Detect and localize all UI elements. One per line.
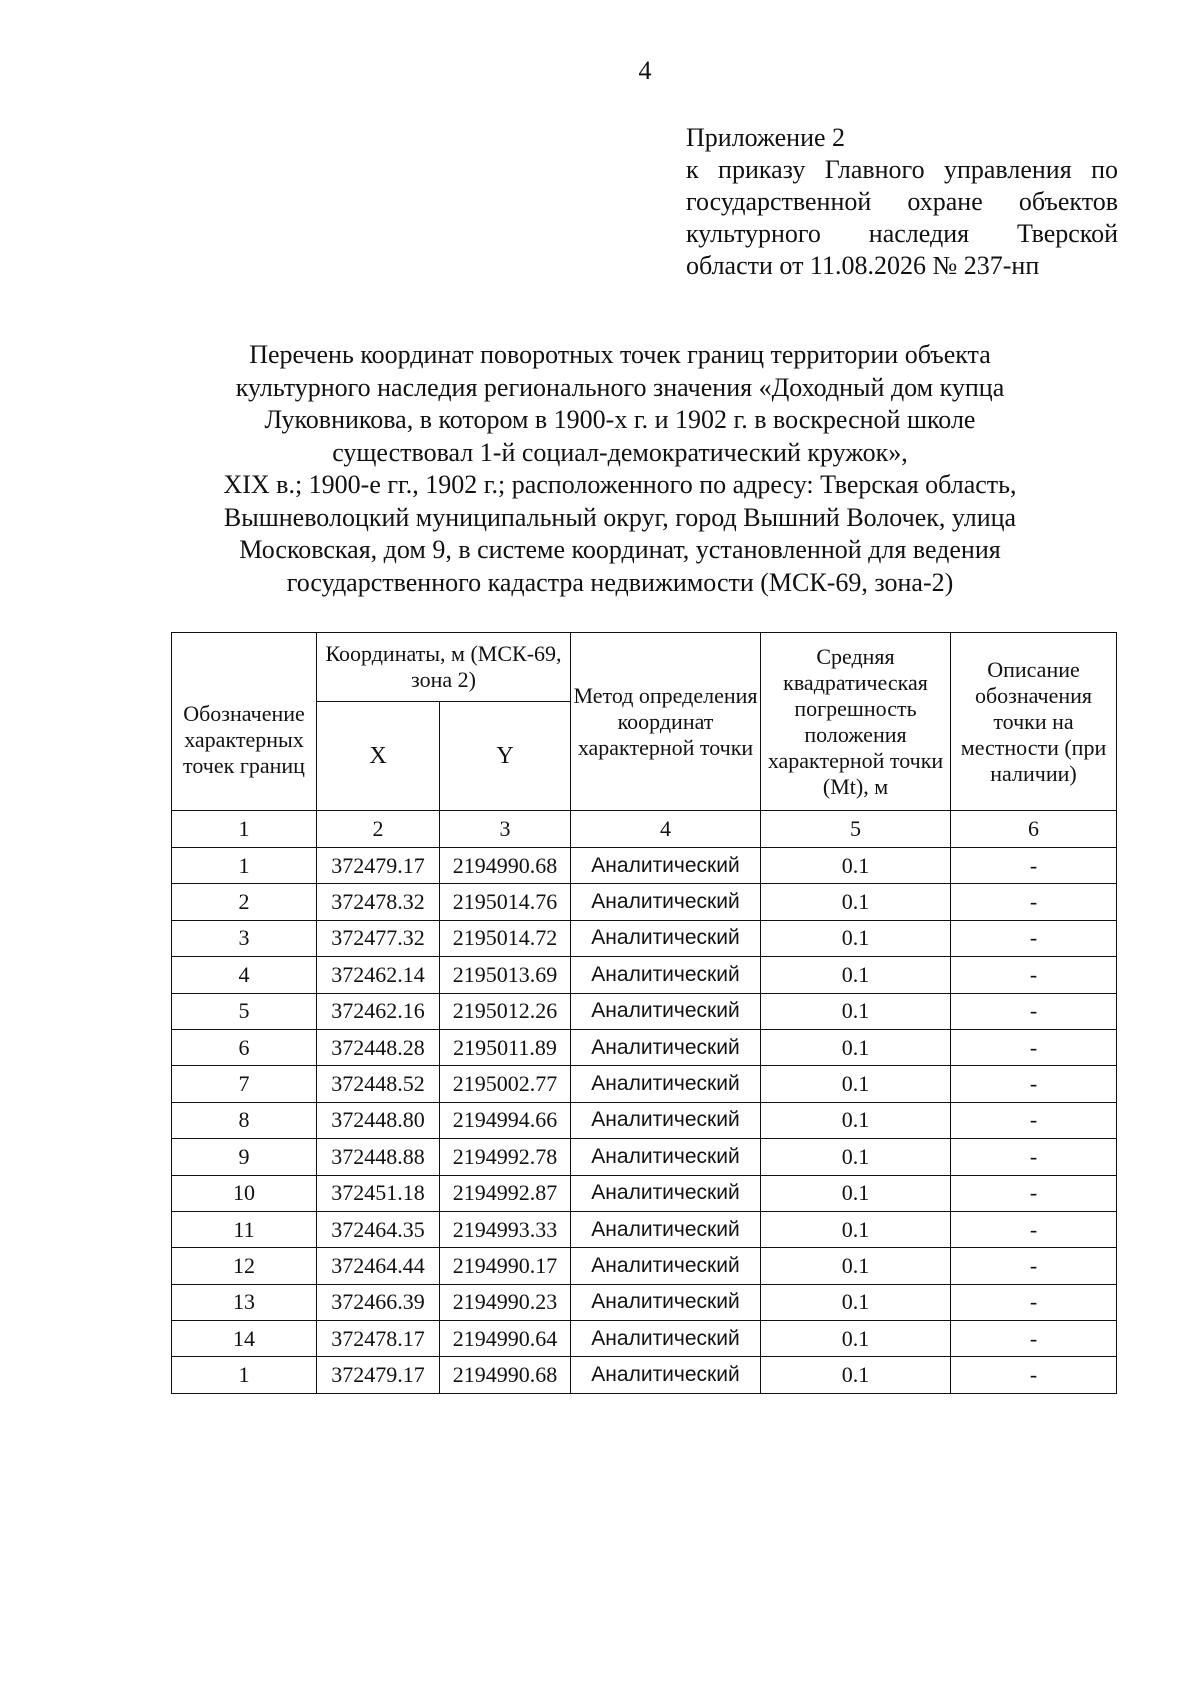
point-number-cell: 14 xyxy=(172,1321,317,1357)
title-line: Луковникова, в котором в 1900-х г. и 1902 г. в воскресной школе xyxy=(264,405,976,434)
x-coordinate-cell: 372448.28 xyxy=(317,1029,440,1065)
x-coordinate-cell: 372464.35 xyxy=(317,1211,440,1247)
header-coordinates: Координаты, м (МСК-69, зона 2) xyxy=(317,633,571,702)
column-number: 1 xyxy=(172,811,317,848)
appendix-line: культурного наследия Тверской xyxy=(686,219,1118,248)
title-line: государственного кадастра недвижимости (МСК-69, зона-2) xyxy=(286,567,954,597)
column-number: 6 xyxy=(951,811,1117,848)
method-cell: Аналитический xyxy=(571,1357,761,1393)
y-coordinate-cell: 2194990.17 xyxy=(440,1248,571,1284)
table-row xyxy=(172,1102,1117,1138)
error-cell: 0.1 xyxy=(761,1102,951,1138)
description-cell: - xyxy=(951,1248,1117,1284)
appendix-line: области от 11.08.2026 № 237-нп xyxy=(686,251,1040,280)
appendix-block xyxy=(686,122,1118,282)
page-number: 4 xyxy=(638,56,652,85)
point-number-cell: 5 xyxy=(172,993,317,1029)
document-title xyxy=(160,339,1080,599)
table-row xyxy=(172,920,1117,956)
x-coordinate-cell: 372478.32 xyxy=(317,884,440,920)
table-row xyxy=(172,993,1117,1029)
table-row xyxy=(172,1284,1117,1320)
title-line: XIX в.; 1900-е гг., 1902 г.; расположенного по адресу: Тверская область, xyxy=(223,470,1017,499)
header-designation: Обозначение характерных точек границ xyxy=(172,633,317,811)
y-coordinate-cell: 2194992.87 xyxy=(440,1175,571,1211)
table-row xyxy=(172,848,1117,884)
table-row xyxy=(172,957,1117,993)
error-cell: 0.1 xyxy=(761,1284,951,1320)
table-row xyxy=(172,1248,1117,1284)
method-cell: Аналитический xyxy=(571,920,761,956)
x-coordinate-cell: 372478.17 xyxy=(317,1321,440,1357)
point-number-cell: 1 xyxy=(172,848,317,884)
y-coordinate-cell: 2195002.77 xyxy=(440,1066,571,1102)
point-number-cell: 3 xyxy=(172,920,317,956)
x-coordinate-cell: 372448.88 xyxy=(317,1139,440,1175)
error-cell: 0.1 xyxy=(761,1139,951,1175)
column-number: 4 xyxy=(571,811,761,848)
table-row xyxy=(172,1139,1117,1175)
y-coordinate-cell: 2195014.72 xyxy=(440,920,571,956)
column-number: 3 xyxy=(440,811,571,848)
table-row xyxy=(172,1066,1117,1102)
title-line: Московская, дом 9, в системе координат, установленной для ведения xyxy=(239,535,1001,564)
error-cell: 0.1 xyxy=(761,1029,951,1065)
description-cell: - xyxy=(951,1321,1117,1357)
y-coordinate-cell: 2194990.23 xyxy=(440,1284,571,1320)
point-number-cell: 13 xyxy=(172,1284,317,1320)
title-line: Вышневолоцкий муниципальный округ, город Вышний Волочек, улица xyxy=(223,502,1017,532)
table-row xyxy=(172,1357,1117,1393)
method-cell: Аналитический xyxy=(571,1066,761,1102)
point-number-cell: 11 xyxy=(172,1211,317,1247)
point-number-cell: 8 xyxy=(172,1102,317,1138)
y-coordinate-cell: 2195012.26 xyxy=(440,993,571,1029)
error-cell: 0.1 xyxy=(761,993,951,1029)
point-number-cell: 1 xyxy=(172,1357,317,1393)
method-cell: Аналитический xyxy=(571,957,761,993)
point-number-cell: 12 xyxy=(172,1248,317,1284)
header-x: X xyxy=(317,702,440,811)
column-number: 2 xyxy=(317,811,440,848)
header-y: Y xyxy=(440,702,571,811)
method-cell: Аналитический xyxy=(571,1211,761,1247)
x-coordinate-cell: 372464.44 xyxy=(317,1248,440,1284)
error-cell: 0.1 xyxy=(761,920,951,956)
coordinates-table xyxy=(171,632,1117,1394)
error-cell: 0.1 xyxy=(761,884,951,920)
method-cell: Аналитический xyxy=(571,1102,761,1138)
table-row xyxy=(172,1175,1117,1211)
description-cell: - xyxy=(951,1211,1117,1247)
table-body xyxy=(172,848,1117,1394)
error-cell: 0.1 xyxy=(761,1211,951,1247)
appendix-line: Приложение 2 xyxy=(686,123,846,152)
x-coordinate-cell: 372479.17 xyxy=(317,848,440,884)
description-cell: - xyxy=(951,1066,1117,1102)
description-cell: - xyxy=(951,1029,1117,1065)
error-cell: 0.1 xyxy=(761,848,951,884)
description-cell: - xyxy=(951,848,1117,884)
method-cell: Аналитический xyxy=(571,1175,761,1211)
error-cell: 0.1 xyxy=(761,957,951,993)
description-cell: - xyxy=(951,1102,1117,1138)
error-cell: 0.1 xyxy=(761,1066,951,1102)
method-cell: Аналитический xyxy=(571,1321,761,1357)
title-line: культурного наследия регионального значения «Доходный дом купца xyxy=(235,372,1005,402)
method-cell: Аналитический xyxy=(571,884,761,920)
description-cell: - xyxy=(951,884,1117,920)
y-coordinate-cell: 2194990.64 xyxy=(440,1321,571,1357)
x-coordinate-cell: 372448.80 xyxy=(317,1102,440,1138)
method-cell: Аналитический xyxy=(571,1284,761,1320)
title-line: Перечень координат поворотных точек границ территории объекта xyxy=(249,340,991,369)
method-cell: Аналитический xyxy=(571,993,761,1029)
method-cell: Аналитический xyxy=(571,1248,761,1284)
point-number-cell: 10 xyxy=(172,1175,317,1211)
error-cell: 0.1 xyxy=(761,1357,951,1393)
x-coordinate-cell: 372448.52 xyxy=(317,1066,440,1102)
y-coordinate-cell: 2194990.68 xyxy=(440,848,571,884)
description-cell: - xyxy=(951,1357,1117,1393)
x-coordinate-cell: 372479.17 xyxy=(317,1357,440,1393)
point-number-cell: 9 xyxy=(172,1139,317,1175)
title-line: существовал 1-й социал-демократический кружок», xyxy=(332,437,908,467)
error-cell: 0.1 xyxy=(761,1321,951,1357)
description-cell: - xyxy=(951,1284,1117,1320)
header-method: Метод определения координат характерной точки xyxy=(571,633,761,811)
y-coordinate-cell: 2194993.33 xyxy=(440,1211,571,1247)
x-coordinate-cell: 372466.39 xyxy=(317,1284,440,1320)
table-row xyxy=(172,1029,1117,1065)
y-coordinate-cell: 2194994.66 xyxy=(440,1102,571,1138)
description-cell: - xyxy=(951,957,1117,993)
point-number-cell: 2 xyxy=(172,884,317,920)
table-row xyxy=(172,884,1117,920)
description-cell: - xyxy=(951,993,1117,1029)
x-coordinate-cell: 372462.16 xyxy=(317,993,440,1029)
description-cell: - xyxy=(951,1175,1117,1211)
y-coordinate-cell: 2195011.89 xyxy=(440,1029,571,1065)
y-coordinate-cell: 2195013.69 xyxy=(440,957,571,993)
y-coordinate-cell: 2195014.76 xyxy=(440,884,571,920)
method-cell: Аналитический xyxy=(571,848,761,884)
y-coordinate-cell: 2194992.78 xyxy=(440,1139,571,1175)
point-number-cell: 6 xyxy=(172,1029,317,1065)
header-error: Средняя квадратическая погрешность положения характерной точки (Mt), м xyxy=(761,633,951,811)
point-number-cell: 4 xyxy=(172,957,317,993)
error-cell: 0.1 xyxy=(761,1248,951,1284)
appendix-line: государственной охране объектов xyxy=(686,187,1118,216)
header-description: Описание обозначения точки на местности (при наличии) xyxy=(951,633,1117,811)
description-cell: - xyxy=(951,920,1117,956)
x-coordinate-cell: 372477.32 xyxy=(317,920,440,956)
description-cell: - xyxy=(951,1139,1117,1175)
method-cell: Аналитический xyxy=(571,1029,761,1065)
table-row xyxy=(172,1321,1117,1357)
method-cell: Аналитический xyxy=(571,1139,761,1175)
table-row xyxy=(172,1211,1117,1247)
column-number: 5 xyxy=(761,811,951,848)
x-coordinate-cell: 372462.14 xyxy=(317,957,440,993)
error-cell: 0.1 xyxy=(761,1175,951,1211)
appendix-line: к приказу Главного управления по xyxy=(686,155,1118,184)
y-coordinate-cell: 2194990.68 xyxy=(440,1357,571,1393)
point-number-cell: 7 xyxy=(172,1066,317,1102)
x-coordinate-cell: 372451.18 xyxy=(317,1175,440,1211)
